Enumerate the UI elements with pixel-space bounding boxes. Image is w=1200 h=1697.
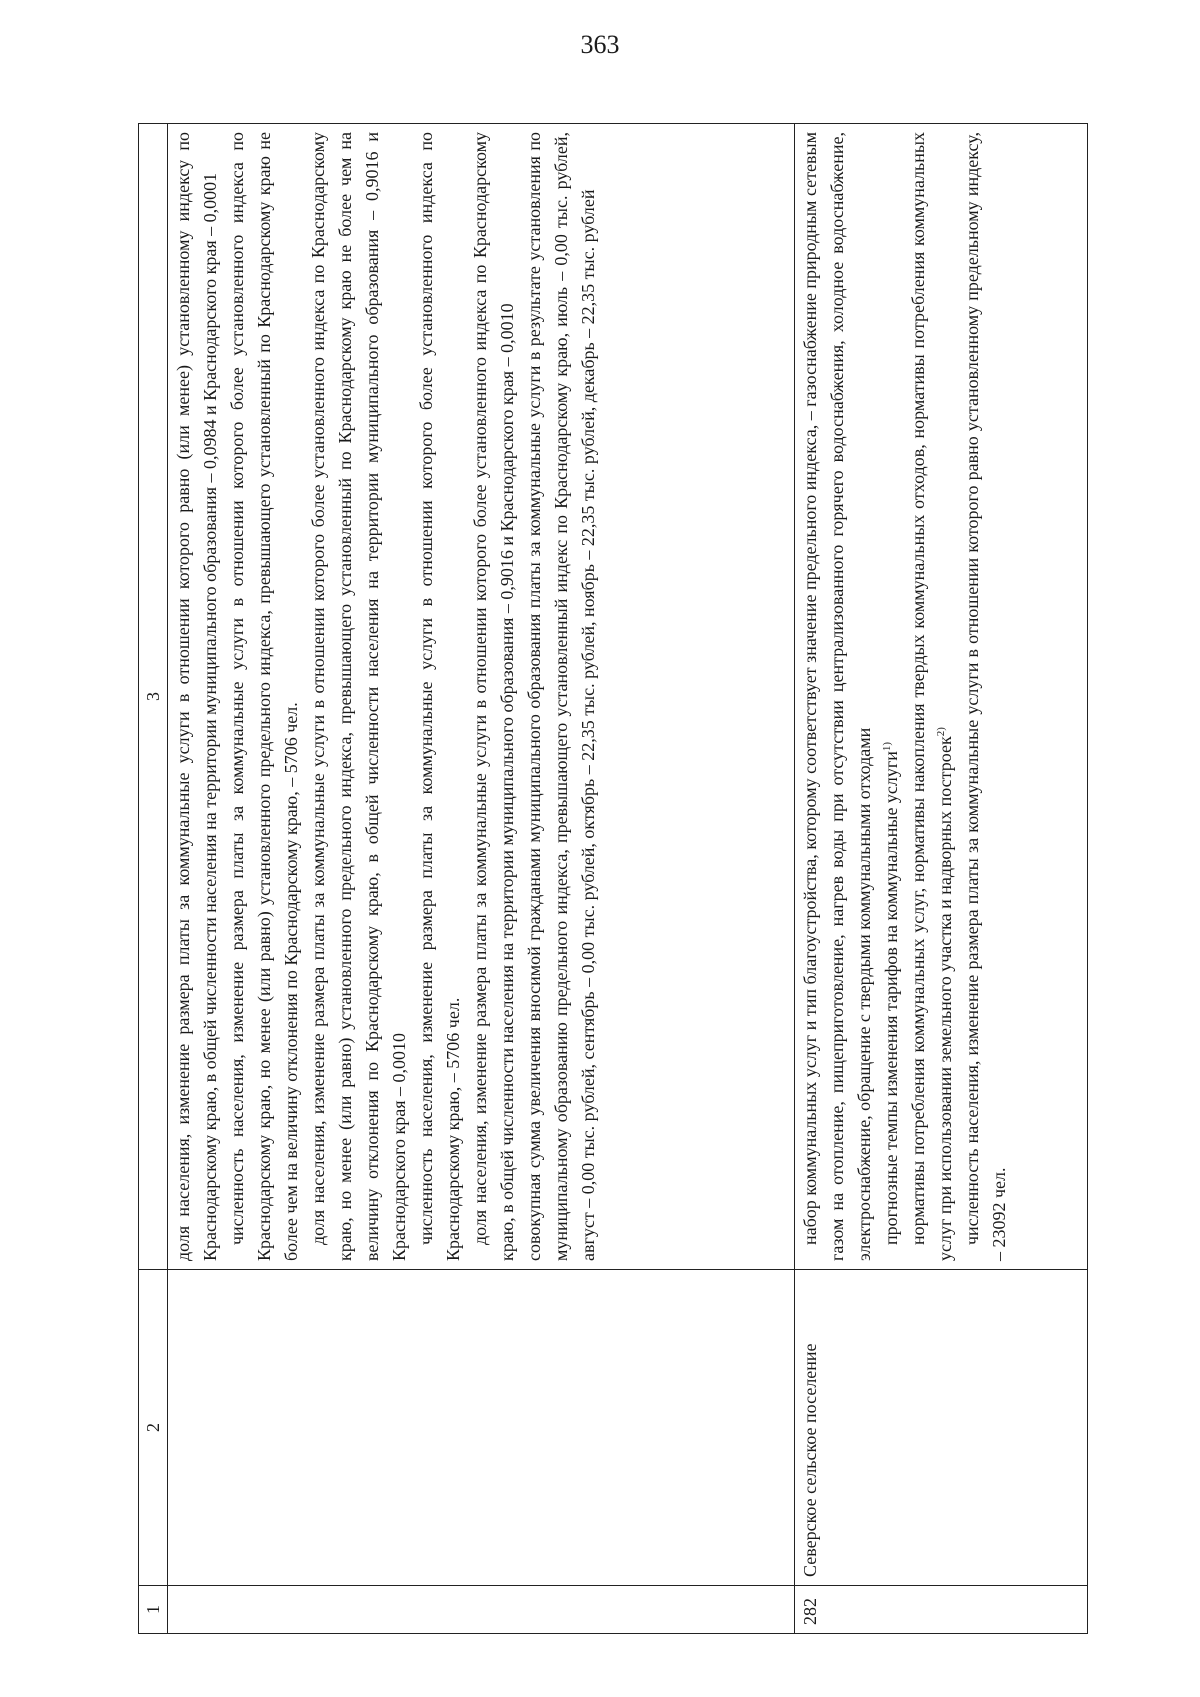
description-paragraph: набор коммунальных услуг и тип благоустройства, которому соответствует значение предельного индекса, – газоснабжение природным сетевым газом на отопление, пищеприготовление, нагрев воды при отсутствии централизованного горячего водоснабжения, холодное водоснабжение, электроснабжение, обращение с твердыми коммунальными отходами	[800, 132, 874, 1261]
table-row	[168, 124, 795, 1634]
description-paragraph: доля населения, изменение размера платы за коммунальные услуги в отношении которого равно (или менее) установленному индексу по Краснодарскому краю, в общей численности населения на территории муниципального образования – 0,0984 и Краснодарского края – 0,0001	[173, 132, 220, 1261]
footnote-marker: 1)	[881, 741, 893, 752]
row-description	[795, 124, 1088, 1270]
row-settlement-name: Северское сельское поселение	[795, 1270, 1088, 1586]
row-number: 282	[795, 1586, 1088, 1634]
description-paragraph: совокупная сумма увеличения вносимой гражданами муниципального образования платы за коммунальные услуги в результате установления по муниципальному образованию предельного индекса, превышающего установленный индекс по Краснодарскому краю, июль – 0,00 тыс. рублей, август – 0,00 тыс. рублей, сентябрь – 0,00 тыс. рублей, октябрь – 22,35 тыс. рублей, ноябрь – 22,35 тыс. рублей, декабрь – 22,35 тыс. рублей	[524, 132, 598, 1261]
description-text: нормативы потребления коммунальных услуг, нормативы накопления твердых коммунальных отходов, нормативы потребления коммунальных услуг при использовании земельного участка и надворных построек	[908, 132, 955, 1261]
description-paragraph	[905, 132, 959, 1261]
row-settlement-name	[168, 1270, 795, 1586]
column-header-2: 2	[139, 1270, 168, 1586]
description-paragraph	[878, 132, 905, 1261]
column-header-3: 3	[139, 124, 168, 1270]
description-paragraph: доля населения, изменение размера платы за коммунальные услуги в отношении которого более установленного индекса по Краснодарскому краю, в общей численности населения на территории муниципального образования – 0,9016 и Краснодарского края – 0,0010	[470, 132, 517, 1261]
row-description	[168, 124, 795, 1270]
table-header-row	[139, 124, 168, 1634]
description-paragraph: доля населения, изменение размера платы за коммунальные услуги в отношении которого более установленного индекса по Краснодарскому краю, но менее (или равно) установленного предельного индекса, превышающего установленный по Краснодарскому краю не более чем на величину отклонения по Краснодарскому краю, в общей численности населения на территории муниципального образования – 0,9016 и Краснодарского края – 0,0010	[308, 132, 409, 1261]
description-paragraph: численность населения, изменение размера платы за коммунальные услуги в отношении которого более установленного индекса по Краснодарскому краю, – 5706 чел.	[416, 132, 463, 1261]
description-paragraph: численность населения, изменение размера платы за коммунальные услуги в отношении которого более установленного индекса по Краснодарскому краю, но менее (или равно) установленного предельного индекса, превышающего установленный по Краснодарскому краю не более чем на величину отклонения по Краснодарскому краю, – 5706 чел.	[227, 132, 301, 1261]
column-header-1: 1	[139, 1586, 168, 1634]
page-number: 363	[580, 30, 620, 59]
row-number	[168, 1586, 795, 1634]
footnote-marker: 2)	[935, 727, 947, 737]
table-row	[795, 124, 1088, 1634]
description-text: прогнозные темпы изменения тарифов на коммунальные услуги	[881, 751, 901, 1245]
description-paragraph: численность населения, изменение размера платы за коммунальные услуги в отношении которого равно установленному предельному индексу, – 23092 чел.	[962, 132, 1009, 1261]
rotated-table-container	[138, 124, 1088, 1634]
data-table	[138, 123, 1088, 1634]
